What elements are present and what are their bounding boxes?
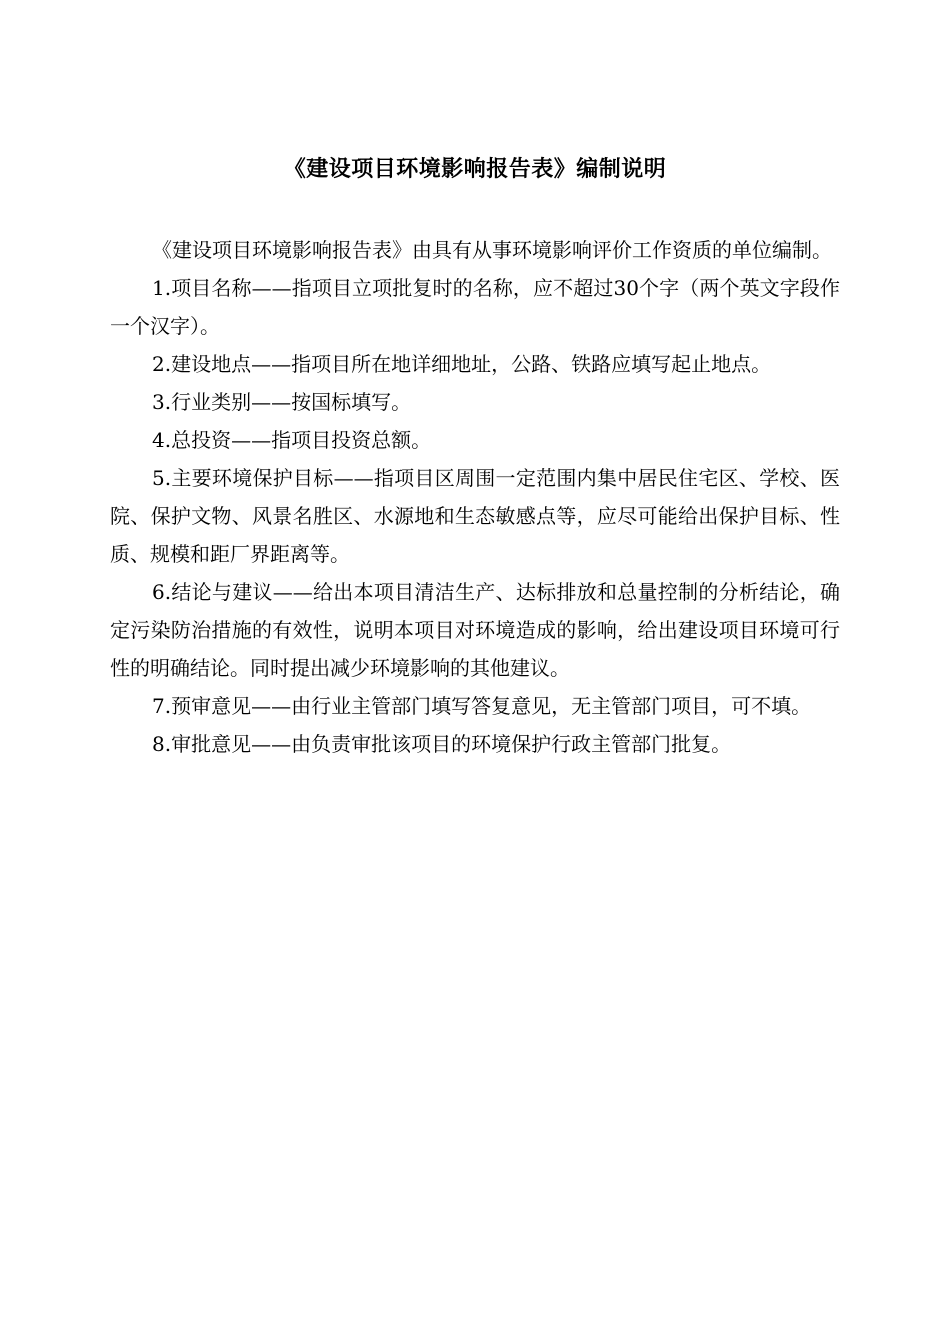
- item-approval-opinion: 8.审批意见——由负责审批该项目的环境保护行政主管部门批复。: [152, 732, 732, 756]
- intro-paragraph: 《建设项目环境影响报告表》由具有从事环境影响评价工作资质的单位编制。: [152, 238, 832, 262]
- item-total-investment: 4.总投资——指项目投资总额。: [152, 428, 432, 452]
- document-title: 《建设项目环境影响报告表》编制说明: [283, 157, 667, 182]
- item-pre-review-opinion: 7.预审意见——由行业主管部门填写答复意见，无主管部门项目，可不填。: [152, 694, 812, 718]
- item-industry-category: 3.行业类别——按国标填写。: [152, 390, 412, 414]
- item-protection-targets: 5.主要环境保护目标——指项目区周围一定范围内集中居民住宅区、学校、医院、保护文物、风景名胜区、水源地和生态敏感点等，应尽可能给出保护目标、性质、规模和距厂界距离等。: [110, 466, 840, 566]
- document-body: [110, 231, 840, 763]
- item-conclusions: 6.结论与建议——给出本项目清洁生产、达标排放和总量控制的分析结论，确定污染防治措施的有效性，说明本项目对环境造成的影响，给出建设项目环境可行性的明确结论。同时提出减少环境影响的其他建议。: [110, 580, 840, 680]
- item-project-name: 1.项目名称——指项目立项批复时的名称，应不超过30个字（两个英文字段作一个汉字）。: [110, 276, 840, 338]
- item-construction-site: 2.建设地点——指项目所在地详细地址，公路、铁路应填写起止地点。: [152, 352, 772, 376]
